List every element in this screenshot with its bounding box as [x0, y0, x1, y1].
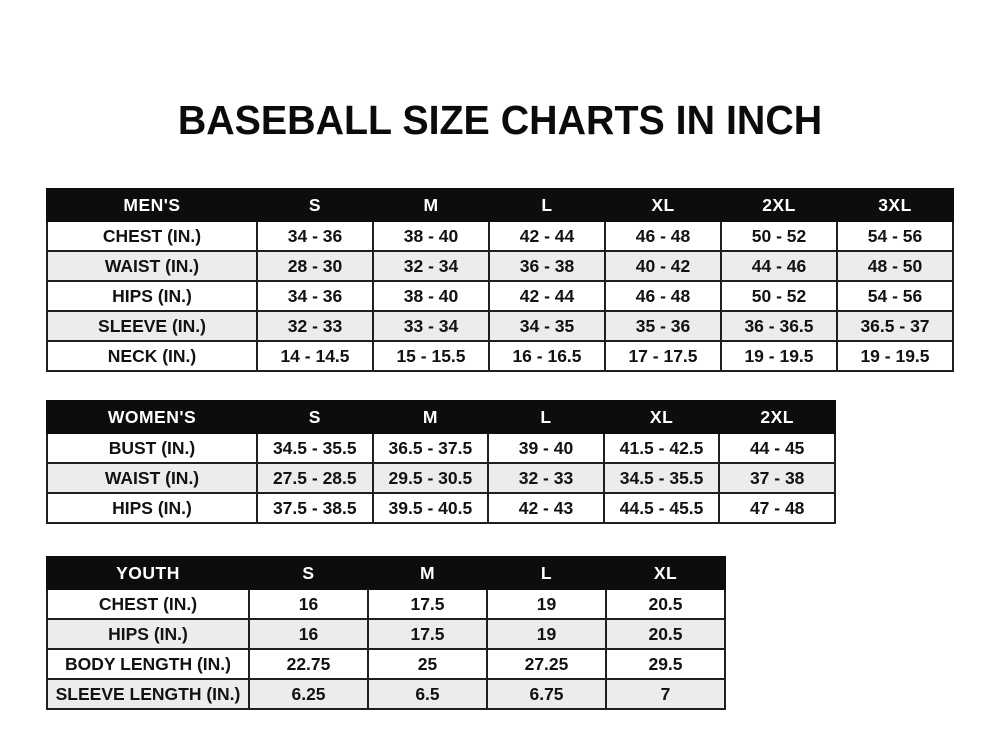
size-value-cell: 32 - 33 [257, 311, 373, 341]
size-value-cell: 20.5 [606, 589, 725, 619]
size-header-cell: XL [605, 189, 721, 221]
size-header-cell: 2XL [719, 401, 835, 433]
table-row [47, 649, 725, 679]
table-row [47, 589, 725, 619]
measurement-label-cell: HIPS (IN.) [47, 281, 257, 311]
size-value-cell: 19 - 19.5 [837, 341, 953, 371]
header-row [47, 189, 953, 221]
size-value-cell: 39 - 40 [488, 433, 604, 463]
measurement-label-cell: BODY LENGTH (IN.) [47, 649, 249, 679]
size-value-cell: 28 - 30 [257, 251, 373, 281]
size-value-cell: 16 [249, 589, 368, 619]
table-row [47, 251, 953, 281]
size-value-cell: 7 [606, 679, 725, 709]
table-row [47, 493, 835, 523]
size-value-cell: 16 - 16.5 [489, 341, 605, 371]
header-row [47, 401, 835, 433]
mens-size-table [46, 188, 954, 372]
measurement-label-cell: CHEST (IN.) [47, 589, 249, 619]
size-value-cell: 6.75 [487, 679, 606, 709]
size-value-cell: 33 - 34 [373, 311, 489, 341]
size-value-cell: 40 - 42 [605, 251, 721, 281]
size-header-cell: L [489, 189, 605, 221]
size-header-cell: L [487, 557, 606, 589]
size-value-cell: 17 - 17.5 [605, 341, 721, 371]
header-row [47, 557, 725, 589]
size-header-cell: 3XL [837, 189, 953, 221]
size-value-cell: 44 - 45 [719, 433, 835, 463]
size-value-cell: 32 - 34 [373, 251, 489, 281]
size-value-cell: 54 - 56 [837, 281, 953, 311]
size-value-cell: 20.5 [606, 619, 725, 649]
measurement-label-cell: WAIST (IN.) [47, 251, 257, 281]
size-value-cell: 19 [487, 589, 606, 619]
size-value-cell: 32 - 33 [488, 463, 604, 493]
size-header-cell: 2XL [721, 189, 837, 221]
size-value-cell: 42 - 44 [489, 221, 605, 251]
size-value-cell: 17.5 [368, 589, 487, 619]
measurement-label-cell: SLEEVE LENGTH (IN.) [47, 679, 249, 709]
table-title-cell: MEN'S [47, 189, 257, 221]
size-value-cell: 44.5 - 45.5 [604, 493, 720, 523]
table-row [47, 619, 725, 649]
size-value-cell: 50 - 52 [721, 281, 837, 311]
size-value-cell: 38 - 40 [373, 221, 489, 251]
size-value-cell: 27.5 - 28.5 [257, 463, 373, 493]
size-value-cell: 6.5 [368, 679, 487, 709]
size-value-cell: 46 - 48 [605, 221, 721, 251]
table-row [47, 433, 835, 463]
size-value-cell: 34 - 36 [257, 221, 373, 251]
table-row [47, 341, 953, 371]
measurement-label-cell: CHEST (IN.) [47, 221, 257, 251]
size-header-cell: M [373, 189, 489, 221]
size-value-cell: 47 - 48 [719, 493, 835, 523]
measurement-label-cell: WAIST (IN.) [47, 463, 257, 493]
size-value-cell: 39.5 - 40.5 [373, 493, 489, 523]
table-title-cell: WOMEN'S [47, 401, 257, 433]
size-value-cell: 48 - 50 [837, 251, 953, 281]
table-title-cell: YOUTH [47, 557, 249, 589]
size-header-cell: M [368, 557, 487, 589]
size-value-cell: 25 [368, 649, 487, 679]
size-value-cell: 46 - 48 [605, 281, 721, 311]
size-value-cell: 35 - 36 [605, 311, 721, 341]
size-value-cell: 16 [249, 619, 368, 649]
size-value-cell: 44 - 46 [721, 251, 837, 281]
size-value-cell: 34.5 - 35.5 [257, 433, 373, 463]
measurement-label-cell: SLEEVE (IN.) [47, 311, 257, 341]
size-value-cell: 27.25 [487, 649, 606, 679]
size-header-cell: XL [606, 557, 725, 589]
measurement-label-cell: BUST (IN.) [47, 433, 257, 463]
size-value-cell: 54 - 56 [837, 221, 953, 251]
size-value-cell: 14 - 14.5 [257, 341, 373, 371]
size-value-cell: 15 - 15.5 [373, 341, 489, 371]
size-value-cell: 50 - 52 [721, 221, 837, 251]
size-value-cell: 34.5 - 35.5 [604, 463, 720, 493]
size-value-cell: 36.5 - 37 [837, 311, 953, 341]
size-value-cell: 36 - 38 [489, 251, 605, 281]
size-header-cell: S [249, 557, 368, 589]
youth-size-table [46, 556, 726, 710]
size-value-cell: 29.5 - 30.5 [373, 463, 489, 493]
measurement-label-cell: HIPS (IN.) [47, 493, 257, 523]
size-value-cell: 42 - 43 [488, 493, 604, 523]
womens-size-table [46, 400, 836, 524]
size-value-cell: 19 [487, 619, 606, 649]
size-header-cell: M [373, 401, 489, 433]
table-row [47, 281, 953, 311]
measurement-label-cell: NECK (IN.) [47, 341, 257, 371]
size-value-cell: 41.5 - 42.5 [604, 433, 720, 463]
table-row [47, 221, 953, 251]
size-value-cell: 38 - 40 [373, 281, 489, 311]
size-value-cell: 17.5 [368, 619, 487, 649]
size-value-cell: 37.5 - 38.5 [257, 493, 373, 523]
table-row [47, 311, 953, 341]
size-header-cell: L [488, 401, 604, 433]
size-value-cell: 34 - 35 [489, 311, 605, 341]
page-title: BASEBALL SIZE CHARTS IN INCH [177, 97, 823, 144]
size-value-cell: 19 - 19.5 [721, 341, 837, 371]
table-row [47, 463, 835, 493]
size-value-cell: 29.5 [606, 649, 725, 679]
size-value-cell: 42 - 44 [489, 281, 605, 311]
size-header-cell: XL [604, 401, 720, 433]
size-header-cell: S [257, 189, 373, 221]
size-value-cell: 34 - 36 [257, 281, 373, 311]
measurement-label-cell: HIPS (IN.) [47, 619, 249, 649]
size-value-cell: 22.75 [249, 649, 368, 679]
size-value-cell: 36.5 - 37.5 [373, 433, 489, 463]
size-value-cell: 36 - 36.5 [721, 311, 837, 341]
size-value-cell: 6.25 [249, 679, 368, 709]
size-value-cell: 37 - 38 [719, 463, 835, 493]
size-header-cell: S [257, 401, 373, 433]
table-row [47, 679, 725, 709]
